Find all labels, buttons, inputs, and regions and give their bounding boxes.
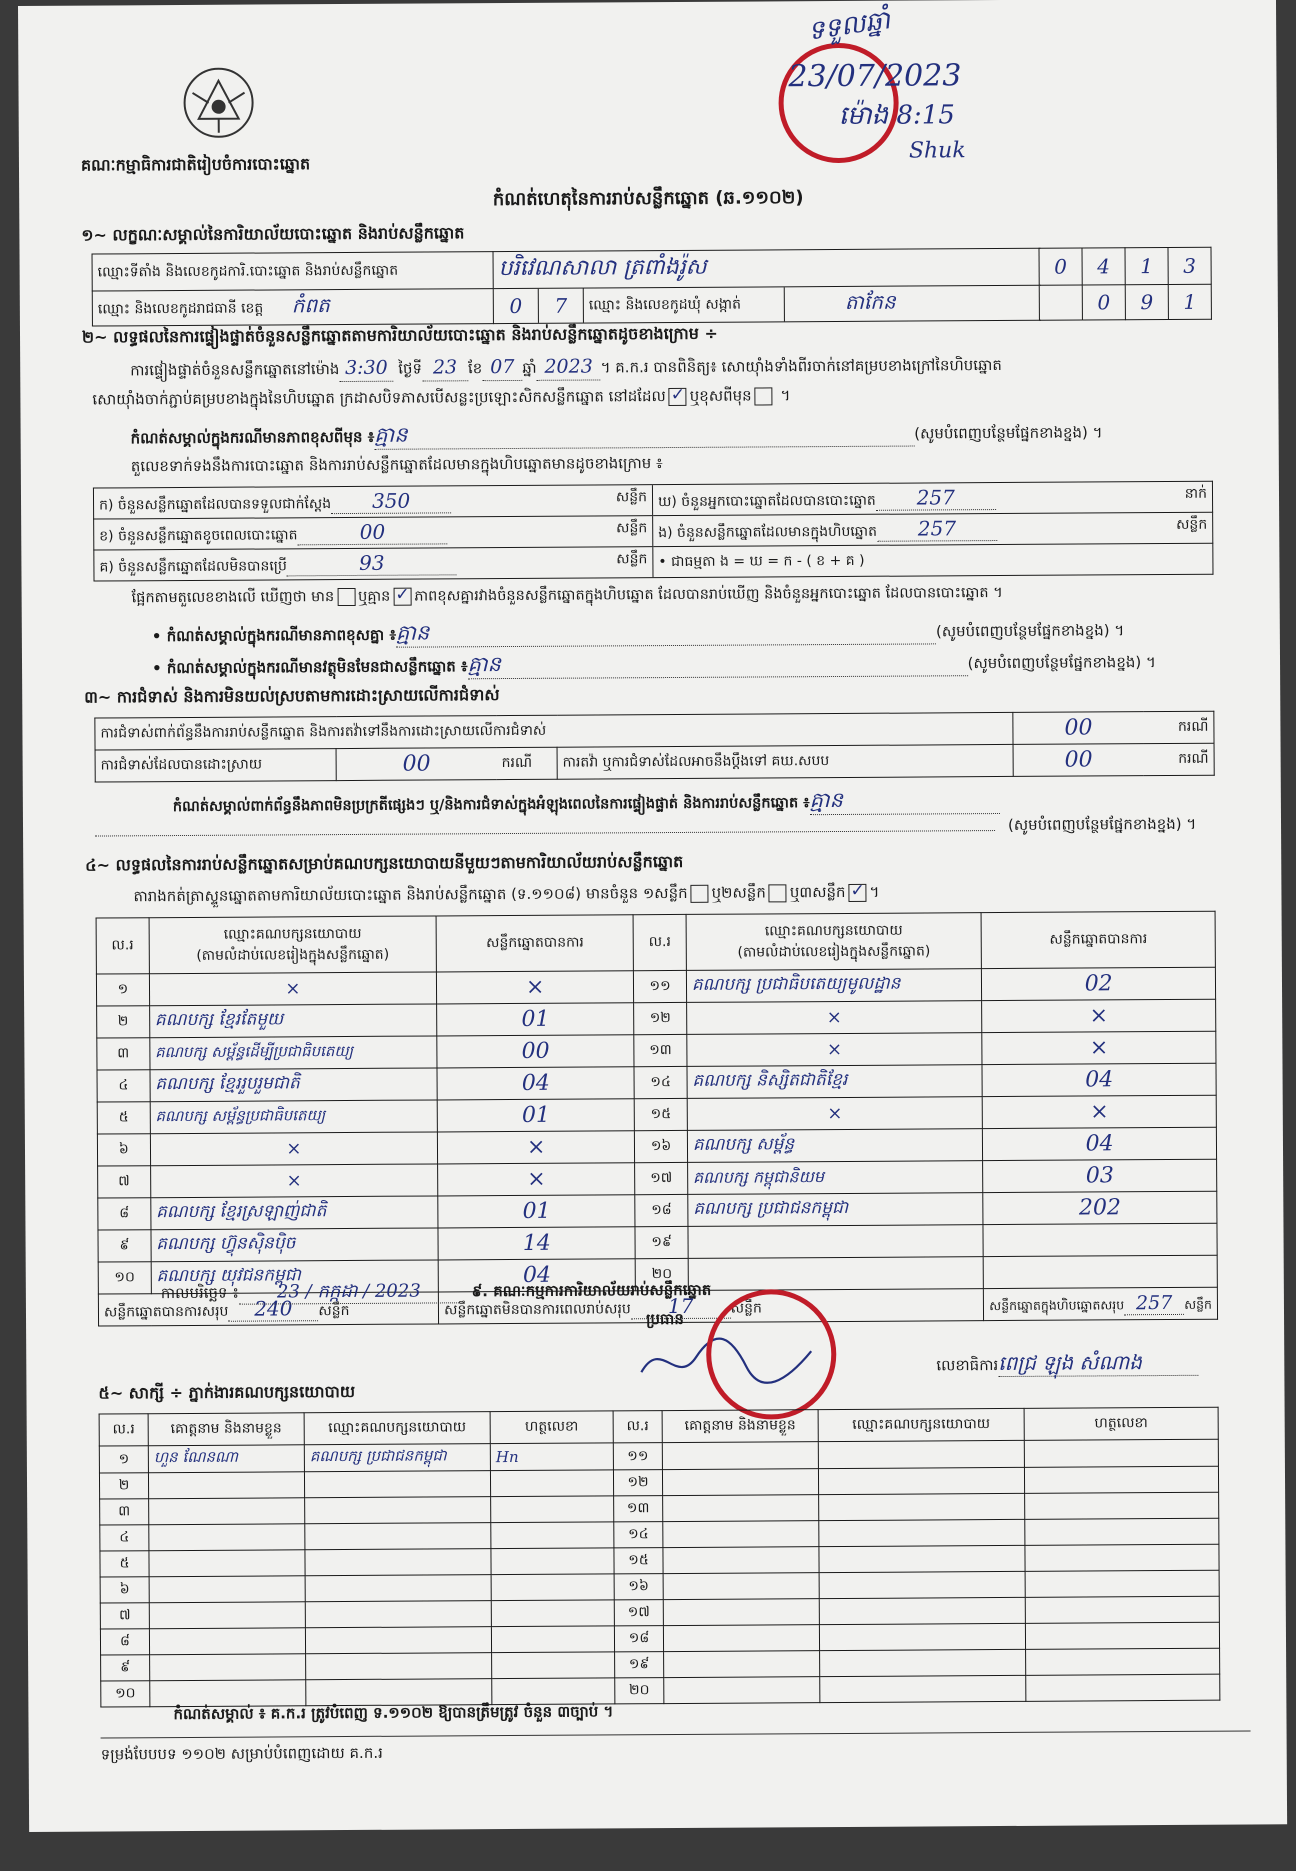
empty-cell [150, 1680, 306, 1707]
date-label: កាលបរិច្ឆេទ ៖ [160, 1283, 239, 1303]
note-3-value: គ្មាន [468, 648, 968, 679]
row-no: ៣ [97, 1038, 150, 1070]
s5-heading: ៥~ សាក្សី ÷ ភ្នាក់ងារគណបក្សនយោបាយ [98, 1381, 356, 1403]
no-difference-checkbox[interactable] [393, 588, 411, 606]
total-box-label: សន្លឹកឆ្នោតក្នុងហិបឆ្នោតសរុប [989, 1296, 1125, 1313]
count-unit: នាក់ [1184, 485, 1208, 502]
count-row [94, 547, 653, 581]
party-votes [983, 1255, 1217, 1288]
row-no: ១២ [613, 1470, 662, 1496]
row-no: ១៩ [635, 1226, 688, 1258]
has-difference-checkbox[interactable] [337, 588, 355, 606]
count-row [94, 516, 653, 550]
party-name: × [687, 1097, 983, 1131]
total-valid-value: 240 [228, 1296, 318, 1322]
empty-cell [491, 1574, 614, 1601]
party-votes: 04 [437, 1067, 634, 1100]
empty-cell [491, 1548, 614, 1575]
row-no: ១៦ [635, 1130, 688, 1162]
witness-party: គណបក្ស ប្រជាជនកម្ពុជា [304, 1444, 490, 1472]
s2-text: ឬខុសពីមុន [689, 386, 752, 405]
party-name: គណបក្ស យុវជនកម្ពុជា [151, 1260, 439, 1294]
empty-cell [819, 1571, 1025, 1598]
party-votes [983, 1223, 1217, 1256]
party-name: គណបក្ស ប្រជាជនកម្ពុជា [688, 1193, 984, 1227]
empty-cell [149, 1628, 305, 1655]
row-no: ២ [99, 1473, 148, 1499]
s2-note-1 [131, 417, 1103, 451]
count-unit: សន្លឹក [615, 489, 648, 506]
station-code-digit: 4 [1082, 248, 1125, 285]
party-votes: × [437, 971, 634, 1004]
col-party: ឈ្មោះគណបក្សនយោបាយ [818, 1408, 1024, 1441]
secretary-name: ពេជ្រ ឡុង សំណាង [998, 1349, 1198, 1377]
row-no: ១១ [613, 1443, 662, 1470]
empty-cell [1025, 1492, 1219, 1519]
empty-cell [305, 1575, 491, 1602]
empty-cell [491, 1522, 614, 1549]
count-value: 350 [331, 488, 451, 514]
empty-cell [1025, 1596, 1219, 1623]
province-name: កំពត [291, 293, 330, 318]
total-valid-label: សន្លឹកឆ្នោតបានការសរុប [103, 1303, 229, 1320]
s3-table [94, 711, 1214, 783]
count-row [653, 512, 1213, 546]
s3-heading: ៣~ ការជំទាស់ និងការមិនយល់ស្របតាមការដោះស្រាយលើការជំទាស់ [84, 685, 500, 707]
party-name: គណបក្ស ហ៊្វុនស៊ិនប៉ិច [151, 1228, 439, 1262]
s2-text: ថ្ងៃទី [398, 359, 423, 378]
party-votes: × [982, 999, 1216, 1032]
party-votes: 04 [982, 1063, 1216, 1096]
empty-cell [1025, 1622, 1219, 1649]
empty-cell [662, 1442, 818, 1470]
row-no: ៣ [100, 1499, 149, 1525]
s1-commune-cell [493, 285, 1039, 323]
col-party [149, 916, 437, 974]
count-value: 93 [287, 550, 457, 576]
col-no: ល.រ [633, 914, 686, 970]
row-no: ១៨ [614, 1626, 663, 1652]
party-name: គណបក្ស ខ្មែរតែមួយ [149, 1004, 437, 1038]
empty-cell [663, 1521, 819, 1548]
empty-cell [305, 1549, 491, 1576]
date-value: 23 / កក្កដា / 2023 [239, 1279, 459, 1305]
s1-label-province [92, 289, 493, 326]
count-row [93, 485, 652, 519]
count-unit: សន្លឹក [616, 551, 648, 568]
resolved-label: ការជំទាស់ដែលបានដោះស្រាយ [95, 749, 336, 782]
s3-note-line [95, 830, 995, 836]
note-2-value: គ្មាន [396, 616, 936, 648]
empty-cell [491, 1600, 614, 1627]
count-label: ឃ) ចំនួនអ្នកបោះឆ្នោតដែលបានបោះឆ្នោត [657, 492, 876, 511]
station-code-digit: 1 [1125, 247, 1168, 284]
commune-code-digit: 0 [1082, 285, 1125, 320]
s2-paragraph-1 [130, 352, 1002, 383]
row-no: ១៧ [614, 1600, 663, 1626]
s2-compare [132, 584, 1003, 608]
table-row [101, 1674, 1220, 1707]
empty-cell [491, 1626, 614, 1653]
party-votes: 00 [437, 1035, 634, 1068]
check-time: 3:30 [339, 356, 393, 382]
s3-note [173, 786, 1000, 819]
party-votes: 01 [437, 1099, 634, 1132]
count-label: ក) ចំនួនសន្លឹកឆ្នោតដែលបានទទួលជាក់ស្តែង [99, 496, 332, 514]
province-code-digit: 7 [538, 289, 583, 323]
count-value: 257 [877, 516, 997, 542]
empty-cell [819, 1493, 1025, 1520]
receive-date: 23/07/2023 [788, 58, 962, 95]
party-votes: 202 [983, 1191, 1217, 1224]
witness-signature: Hn [490, 1443, 613, 1471]
empty-cell [149, 1576, 305, 1603]
witness-table [99, 1407, 1221, 1708]
s2-text: ការផ្ទៀងផ្ទាត់ចំនួនសន្លឹកឆ្នោតនៅម៉ោង [130, 360, 340, 380]
empty-cell [149, 1498, 305, 1525]
s4-text: ឬ២សន្លឹក [711, 883, 766, 902]
receive-note: ទទួលឆ្នាំ [806, 5, 893, 47]
empty-cell [663, 1625, 819, 1652]
count-value: 257 [876, 485, 996, 511]
one-sheet-checkbox[interactable] [691, 884, 709, 902]
party-name: × [150, 1132, 438, 1166]
s2-text: កំណត់សម្គាល់ក្នុងករណីមានភាពខុសពីមុន ៖ [130, 427, 375, 448]
row-no: ៥ [100, 1551, 149, 1577]
province-label: ឈ្មោះ និងលេខកូដរាជធានី ខេត្ត [97, 300, 264, 318]
fill-hint: (សូមបំពេញបន្ថែមផ្នែកខាងខ្នង) ។ [967, 653, 1156, 673]
party-votes: 03 [983, 1159, 1217, 1192]
party-name: × [150, 1164, 438, 1198]
empty-cell [818, 1440, 1024, 1468]
total-invalid-value: 17 [631, 1293, 731, 1319]
row-no: ១២ [634, 1002, 687, 1034]
party-name: គណបក្ស និស្សិតជាតិខ្មែរ [687, 1065, 983, 1099]
s2-text: សោយ៉ាំងចាក់ភ្ជាប់គម្របខាងក្នុងនៃហិបឆ្នោត ក្រដាសបិទភាសបើសន្លះប្រឡោះសិកសន្លឹកឆ្នោត នៅដដែល [92, 387, 666, 409]
province-code-digit: 0 [494, 289, 539, 323]
party-name: គណបក្ស កម្ពុជានិយម [687, 1161, 983, 1195]
org-name: គណៈកម្មាធិការជាតិរៀបចំការបោះឆ្នោត [80, 154, 311, 175]
formula-row: • ជាធម្មតា ង = ឃ = ក - ( ខ + គ ) [653, 543, 1213, 577]
s2-text: ផ្អែកតាមតួលេខខាងលើ ឃើញថា មាន [131, 589, 335, 607]
row-no: ៦ [100, 1577, 149, 1603]
row-no: ៨ [98, 1198, 151, 1230]
commune-label: ឈ្មោះ និងលេខកូដឃុំ សង្កាត់ [583, 287, 784, 322]
count-value: 00 [297, 519, 447, 545]
empty-cell [663, 1599, 819, 1626]
party-votes: 01 [437, 1003, 634, 1036]
appeal-label: ការតវ៉ា ឬការជំទាស់ដែលអាចនឹងប្តឹងទៅ គឃ.សបប [557, 744, 1013, 779]
row-no: ១៤ [634, 1066, 687, 1098]
row-no: ១០ [98, 1262, 151, 1294]
s1-label-station: ឈ្មោះទីតាំង និងលេខកូដការិ.បោះឆ្នោត និងរាប់សន្លឹកឆ្នោត [92, 252, 493, 291]
witness-name: ហួន ណែនណា [148, 1445, 304, 1473]
fill-hint: (សូមបំពេញបន្ថែមផ្នែកខាងខ្នង) ។ [935, 621, 1125, 641]
row-no: ១៥ [614, 1548, 663, 1574]
s4-text: ឬ៣សន្លឹក [789, 882, 846, 902]
s2-text: • កំណត់សម្គាល់ក្នុងករណីមានភាពខុសគ្នា ៖ [151, 625, 397, 646]
empty-cell [305, 1601, 491, 1628]
form-note: ទម្រង់បែបបទ ១១០២ សម្រាប់បំពេញដោយ គ.ក.រ [100, 1743, 383, 1764]
col-party: ឈ្មោះគណបក្សនយោបាយ [304, 1412, 490, 1445]
nec-emblem-icon [178, 63, 258, 143]
empty-cell [492, 1652, 615, 1679]
secretary-label: លេខាធិការ [936, 1356, 999, 1375]
col-party-sub: (តាមលំដាប់លេខរៀងក្នុងសន្លឹកឆ្នោត) [196, 946, 390, 964]
three-sheet-checkbox[interactable] [848, 883, 866, 901]
count-label: គ) ចំនួនសន្លឹកឆ្នោតដែលមិនបានប្រើ [99, 558, 287, 576]
s2-counts-table [93, 481, 1214, 582]
total-box-value: 257 [1124, 1291, 1184, 1314]
empty-cell [149, 1550, 305, 1577]
receive-signature: Shuk [908, 138, 966, 164]
row-no: ២ [97, 1006, 150, 1038]
count-label: ខ) ចំនួនសន្លឹកឆ្នោតខូចពេលបោះឆ្នោត [99, 527, 298, 545]
party-name [688, 1225, 984, 1259]
count-unit: សន្លឹក [1176, 516, 1208, 533]
station-code-digit: 0 [1039, 248, 1082, 285]
s4-heading: ៤~ លទ្ធផលនៃការរាប់សន្លឹកឆ្នោតសម្រាប់គណបក្សនយោបាយនីមួយៗតាមការិយាល័យរាប់សន្លឹកឆ្នោត [85, 851, 684, 875]
party-name: × [149, 972, 437, 1006]
s2-text: ភាពខុសគ្នារវាងចំនួនសន្លឹកឆ្នោតក្នុងហិបឆ្នោត ដែលបានរាប់ឃើញ និងចំនួនអ្នកបោះឆ្នោត ដែលបានបោះឆ្នោត ។ [414, 584, 1003, 605]
row-no: ១៣ [614, 1496, 663, 1522]
row-no: ៧ [100, 1603, 149, 1629]
row-no: ១៧ [635, 1162, 688, 1194]
empty-cell [663, 1573, 819, 1600]
empty-cell [492, 1678, 615, 1705]
col-party-sub: (តាមលំដាប់លេខរៀងក្នុងសន្លឹកឆ្នោត) [737, 942, 931, 961]
col-sign: ហត្ថលេខា [1024, 1407, 1218, 1440]
party-votes: 04 [438, 1259, 635, 1292]
empty-cell [1026, 1648, 1220, 1675]
s2-text: ឆ្នាំ [522, 358, 537, 377]
empty-cell [1024, 1466, 1218, 1493]
s1-table [92, 247, 1212, 327]
empty-cell [1025, 1518, 1219, 1545]
fill-hint: (សូមបំពេញបន្ថែមផ្នែកខាងខ្នង) ។ [914, 423, 1103, 443]
col-no: ល.រ [96, 918, 149, 974]
row-no: ១៩ [615, 1652, 664, 1678]
party-name: គណបក្ស សម្ព័ន្ធ [687, 1129, 983, 1163]
empty-cell [663, 1547, 819, 1574]
two-sheet-checkbox[interactable] [769, 884, 787, 902]
secretary-line [936, 1349, 1198, 1378]
commune-name: តាកែន [844, 289, 896, 314]
chair-label: ប្រធាន [645, 1309, 684, 1329]
empty-cell [304, 1471, 490, 1498]
empty-cell [818, 1467, 1024, 1494]
check-month: 07 [482, 355, 522, 381]
empty-cell [820, 1675, 1026, 1702]
party-votes: 01 [438, 1195, 635, 1228]
row-no: ៦ [97, 1134, 150, 1166]
col-sign: ហត្ថលេខា [490, 1411, 613, 1444]
total-box-cell [984, 1287, 1218, 1320]
footer-rule [101, 1731, 1251, 1739]
commune-code-spacer [1039, 285, 1082, 320]
form-title: កំណត់ហេតុនៃការរាប់សន្លឹកឆ្នោត (ឆ.១១០២) [492, 187, 804, 211]
row-no: ៩ [98, 1230, 151, 1262]
s1-heading: ១~ លក្ខណៈសម្គាល់នៃការិយាល័យបោះឆ្នោត និងរាប់សន្លឹកឆ្នោត [81, 223, 465, 245]
empty-cell [305, 1627, 491, 1654]
row-no: ២០ [635, 1258, 688, 1290]
s2-text: ខែ [467, 359, 483, 378]
row-no: ៩ [101, 1655, 150, 1681]
resolved-count: 00 [336, 748, 497, 781]
s2-note-2 [152, 615, 1125, 649]
row-no: ២០ [615, 1678, 664, 1704]
empty-cell [819, 1597, 1025, 1624]
row-no: ១៨ [635, 1194, 688, 1226]
party-name: គណបក្ស សម្ព័ន្ធដើម្បីប្រជាធិបតេយ្យ [149, 1036, 437, 1070]
results-table [96, 911, 1218, 1327]
date-line [161, 1278, 712, 1306]
empty-cell [819, 1519, 1025, 1546]
appeal-count: 00 [1013, 744, 1144, 777]
row-no: ៥ [97, 1102, 150, 1134]
different-checkbox[interactable] [755, 387, 773, 405]
empty-cell [150, 1654, 306, 1681]
col-name: គោត្តនាម និងនាមខ្លួន [662, 1410, 818, 1443]
row-no: ៧ [98, 1166, 151, 1198]
empty-cell [1025, 1544, 1219, 1571]
s2-intro: តួលេខទាក់ទងនឹងការបោះឆ្នោត និងការរាប់សន្លឹកឆ្នោតដែលមានក្នុងហិបឆ្នោតមានដូចខាងក្រោម ៖ [130, 454, 663, 476]
check-day: 23 [422, 355, 468, 381]
unit: សន្លឹក [318, 1302, 350, 1319]
commune-code-digit: 9 [1125, 284, 1168, 319]
row-no: ៤ [100, 1525, 149, 1551]
party-name: គណបក្ស ប្រជាធិបតេយ្យមូលដ្ឋាន [686, 969, 982, 1003]
s2-note-3 [152, 647, 1156, 681]
row-no: ៤ [97, 1070, 150, 1102]
empty-cell [149, 1524, 305, 1551]
commune-code-digit: 1 [1168, 284, 1211, 319]
receive-time: ម៉ោង 8:15 [838, 100, 955, 131]
col-party [686, 913, 982, 971]
empty-cell [305, 1523, 491, 1550]
s3-text: កំណត់សម្គាល់ពាក់ព័ន្ធនឹងភាពមិនប្រក្រតីផ្សេងៗ ឬ/និងការជំទាស់ក្នុងអំឡុងពេលនៃការផ្ទៀងផ្ទាត់ និងការរាប់សន្លឹកឆ្នោត ៖ [172, 795, 810, 816]
s2-text: ឬគ្មាន [358, 588, 391, 605]
party-votes: × [438, 1163, 635, 1196]
s1-station-name: បរិវេណសាលា ត្រពាំងរ៉ូស [493, 248, 1039, 288]
count-unit: សន្លឹក [616, 520, 648, 537]
s3-note-value: គ្មាន [809, 786, 999, 815]
party-votes: 02 [982, 967, 1216, 1000]
empty-cell [664, 1651, 820, 1678]
party-name: × [686, 1001, 982, 1035]
col-party-title: ឈ្មោះគណបក្សនយោបាយ [764, 922, 903, 939]
committee-label: ៩. គណៈកម្មការការិយាល័យរាប់សន្លឹកឆ្នោត [471, 1280, 712, 1301]
row-no: ១៣ [634, 1034, 687, 1066]
party-name: គណបក្ស សម្ព័ន្ធប្រជាធិបតេយ្យ [150, 1100, 438, 1134]
empty-cell [491, 1496, 614, 1523]
count-row [652, 481, 1212, 515]
empty-cell [149, 1602, 305, 1629]
row-no: ៨ [100, 1629, 149, 1655]
col-no: ល.រ [613, 1411, 662, 1443]
col-party-title: ឈ្មោះគណបក្សនយោបាយ [223, 925, 362, 943]
s2-text: • កំណត់សម្គាល់ក្នុងករណីមានវត្ថុមិនមែនជាសន្លឹកឆ្នោត ៖ [151, 657, 468, 678]
col-name: គោត្តនាម និងនាមខ្លួន [148, 1413, 304, 1446]
empty-cell [1025, 1570, 1219, 1597]
empty-cell [490, 1470, 613, 1497]
empty-cell [819, 1623, 1025, 1650]
station-code-digit: 3 [1168, 247, 1211, 284]
empty-cell [663, 1495, 819, 1522]
empty-cell [662, 1469, 818, 1496]
form-sheet [18, 0, 1287, 1832]
empty-cell [148, 1472, 304, 1499]
objection-label: ការជំទាស់ពាក់ព័ន្ធនឹងការរាប់សន្លឹកឆ្នោត និងការតវ៉ាទៅនឹងការដោះស្រាយលើការជំទាស់ [95, 712, 1013, 750]
total-invalid-label: សន្លឹកឆ្នោតមិនបានការពេលរាប់សរុប [444, 1300, 631, 1318]
objection-count: 00 [1013, 712, 1144, 745]
case-unit: ករណី [1144, 743, 1215, 775]
empty-cell [1024, 1439, 1218, 1467]
note-1-value: គ្មាន [374, 419, 914, 451]
party-votes: × [983, 1095, 1217, 1128]
party-votes: 04 [983, 1127, 1217, 1160]
case-unit: ករណី [1143, 711, 1214, 743]
check-year: 2023 [537, 354, 601, 380]
footnote: កំណត់សម្គាល់ ៖ គ.ក.រ ត្រូវបំពេញ ទ.១១០២ ឱ្យបានត្រឹមត្រូវ ចំនួន ៣ច្បាប់ ។ [173, 1702, 614, 1724]
empty-cell [819, 1545, 1025, 1572]
empty-cell [820, 1649, 1026, 1676]
row-no: ១ [99, 1446, 148, 1473]
s2-heading: ២~ លទ្ធផលនៃការផ្ទៀងផ្ទាត់ចំនួនសន្លឹកឆ្នោតតាមការិយាល័យបោះឆ្នោត និងរាប់សន្លឹកឆ្នោតដូចខាងក្រោម ÷ [81, 323, 718, 347]
party-votes: × [438, 1131, 635, 1164]
row-no: ១ [96, 974, 149, 1006]
s2-paragraph-2: សោយ៉ាំងចាក់ភ្ជាប់គម្របខាងក្នុងនៃហិបឆ្នោត ក្រដាសបិទភាសបើសន្លះប្រឡោះសិកសន្លឹកឆ្នោត នៅដដែល✓ ឬខុសពីមុន ។ [92, 386, 790, 410]
empty-cell [306, 1679, 492, 1706]
count-label: ង) ចំនួនសន្លឹកឆ្នោតដែលមានក្នុងហិបឆ្នោត [658, 523, 878, 542]
empty-cell [664, 1677, 820, 1704]
official-seal [706, 1289, 837, 1420]
col-votes: សន្លឹកឆ្នោតបានការ [436, 915, 633, 972]
row-no: ១៤ [614, 1522, 663, 1548]
col-no: ល.រ [99, 1414, 148, 1446]
unit: សន្លឹក [1184, 1296, 1212, 1312]
row-no: ១៥ [634, 1098, 687, 1130]
s4-text: តារាងកត់ត្រាស្ទួនឆ្នោតតាមការិយាល័យបោះឆ្នោត និងរាប់សន្លឹកឆ្នោត (ទ.១១០៨) មានចំនួន ១សន្លឹក [133, 883, 688, 906]
empty-cell [306, 1653, 492, 1680]
case-unit: ករណី [497, 747, 558, 779]
empty-cell [1026, 1674, 1220, 1701]
row-no: ១៦ [614, 1574, 663, 1600]
party-votes: × [982, 1031, 1216, 1064]
s2-text: ។ គ.ក.រ បានពិនិត្យ៖ សោយ៉ាំងទាំងពីរចាក់នៅគម្របខាងក្រៅនៃហិបឆ្នោត [600, 355, 1002, 377]
party-name: គណបក្ស ខ្មែរស្រឡាញ់ជាតិ [150, 1196, 438, 1230]
party-name [688, 1257, 984, 1291]
party-name: × [687, 1033, 983, 1067]
party-name: គណបក្ស ខ្មែររួបរួមជាតិ [150, 1068, 438, 1102]
empty-cell [305, 1497, 491, 1524]
row-no: ១០ [101, 1681, 150, 1707]
same-checkbox[interactable] [669, 387, 687, 405]
s4-intro: តារាងកត់ត្រាស្ទួនឆ្នោតតាមការិយាល័យបោះឆ្នោត និងរាប់សន្លឹកឆ្នោត (ទ.១១០៨) មានចំនួន ១សន្លឹក ឬ២សន្លឹក ឬ៣សន្លឹក✓ ។ [133, 883, 879, 907]
col-votes: សន្លឹកឆ្នោតបានការ [981, 911, 1215, 968]
row-no: ១១ [634, 970, 687, 1002]
fill-hint: (សូមបំពេញបន្ថែមផ្នែកខាងខ្នង) ។ [1007, 814, 1197, 834]
unit: សន្លឹក [730, 1299, 762, 1317]
party-votes: 14 [438, 1227, 635, 1260]
